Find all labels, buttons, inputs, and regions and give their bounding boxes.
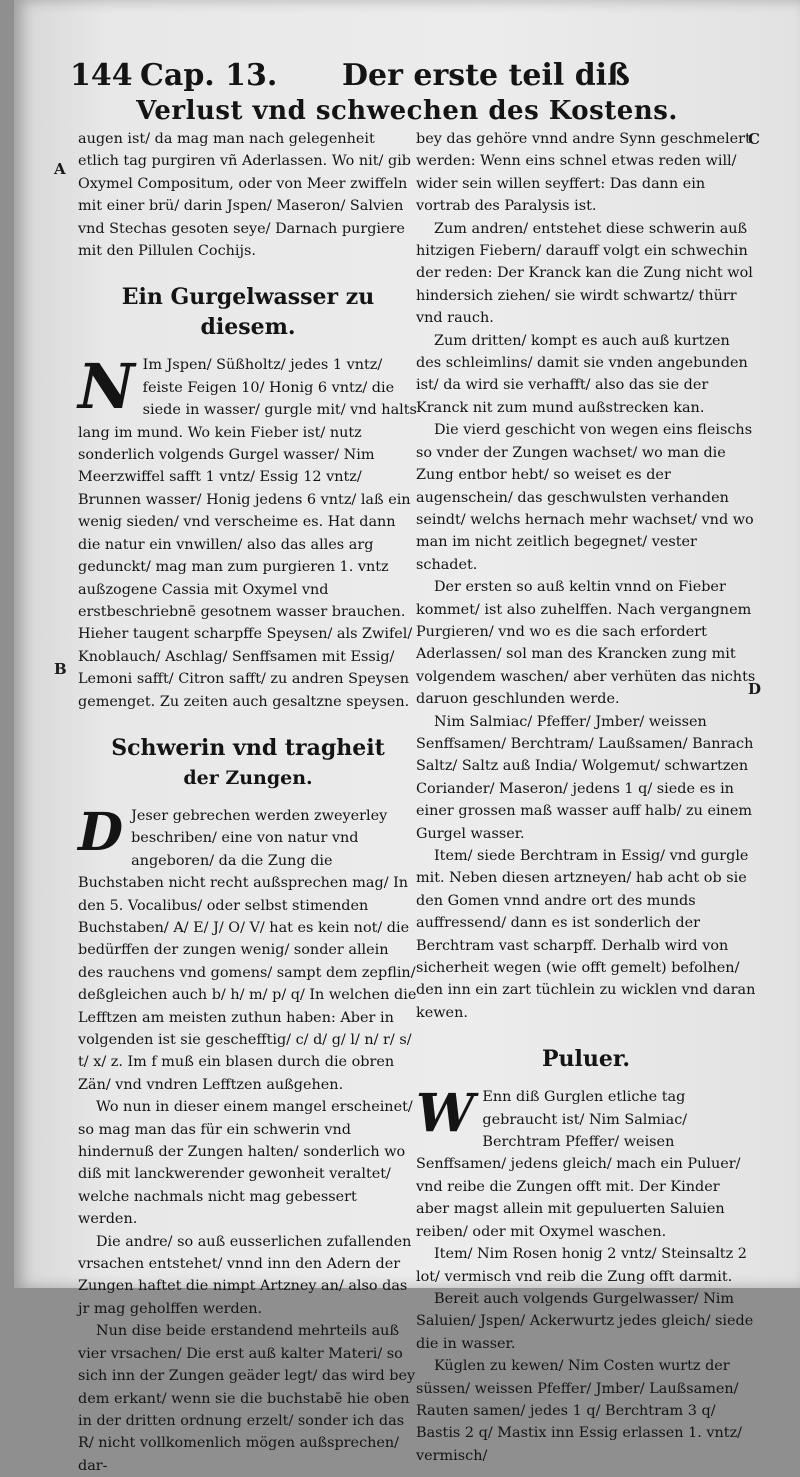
page-number: 144 bbox=[70, 58, 133, 93]
part-title: Der erste teil diß bbox=[342, 58, 630, 93]
running-head bbox=[70, 58, 750, 98]
schwerin-text: Jeser gebrechen werden zweyerley beschriben/ eine von natur vnd angeboren/ da die Zung die Buchstaben nicht recht außsprechen mag/ In den 5. Vocalibus/ oder selbst stimenden Buchstaben/ A/ E/ J/ O/ V/ hat es kein not/ die bedürffen der zungen wenig/ sonder allein des rauchens vnd gomens/ sampt dem zepflin/ deßgleichen auch b/ h/ m/ p/ q/ In welchen die Lefftzen am meisten zuthun haben: Aber in volgenden ist sie geschefftig/ c/ d/ g/ l/ n/ r/ s/ t/ x/ z. Im f muß ein blasen durch die obren Zän/ vnd vndren Lefftzen außgehen. bbox=[78, 807, 417, 1093]
right-paragraph-10: Küglen zu kewen/ Nim Costen wurtz der süssen/ weissen Pfeffer/ Jmber/ Laußsamen/ Rauten samen/ jedes 1 q/ Berchtram 3 q/ Bastis 2 q/ Mastix inn Essig erlassen 1. vntz/ vermisch/ bbox=[416, 1358, 743, 1464]
margin-marker-a: A bbox=[54, 160, 66, 178]
right-paragraph-6: Nim Salmiac/ Pfeffer/ Jmber/ weissen Senffsamen/ Berchtram/ Laußsamen/ Banrach Saltz/ Saltz auß India/ Wolgemut/ schwartzen Coriander/ Maseron/ jedens 1 q/ siede es in einer grossen maß wasser auff halb/ zu einem Gurgel wasser. bbox=[416, 713, 754, 842]
gurgelwasser-paragraph bbox=[78, 350, 418, 713]
left-paragraph-4: Nun dise beide erstandend mehrteils auß vier vrsachen/ Die erst auß kalter Materi/ so sich inn der Zungen geäder legt/ das wird bey dem erkant/ wenn sie die buchstabē hie oben in der dritten ordnung erzelt/ sonder ich das R/ nicht vollkomenlich mögen außsprechen/ dar- bbox=[78, 1323, 416, 1474]
left-paragraph-3: Die andre/ so auß eusserlichen zufallenden vrsachen entstehet/ vnnd inn den Adern der Zungen haftet die nimpt Artzney an/ also das jr mag geholffen werden. bbox=[78, 1233, 412, 1317]
right-paragraph-5: Der ersten so auß keltin vnnd on Fieber kommet/ ist also zuhelffen. Nach vergangnem Purgieren/ vnd wo es die sach erfordert Aderlassen/ sol man des Krancken zung mit volgendem waschen/ aber verhüten das nichts daruon geschlunden werde. bbox=[416, 579, 756, 708]
gurgelwasser-text: Im Jspen/ Süßholtz/ jedes 1 vntz/ feiste Feigen 10/ Honig 6 vntz/ die siede in wasser/ gurgle mit/ vnd halts lang im mund. Wo kein Fieber ist/ nutz sonderlich volgends Gurgel wasser/ Nim Meerzwiffel safft 1 vntz/ Essig 12 vntz/ Brunnen wasser/ Honig jedens 6 vntz/ laß ein wenig sieden/ vnd verscheime es. Hat dann die natur ein vnwillen/ also das alles arg gedunckt/ mag man zum purgieren 1. vntz außzogene Cassia mit Oxymel vnd erstbeschriebnē gesotnem wasser brauchen. Hieher taugent scharpffe Speysen/ als Zwifel/ Knoblauch/ Aschlag/ Senffsamen mit Essig/ Lemoni safft/ Citron safft/ zu andren Speysen gemenget. Zu zeiten auch gesaltzne speysen. bbox=[78, 357, 417, 710]
left-column bbox=[78, 128, 418, 1477]
schwerin-heading-line2: der Zungen. bbox=[183, 766, 313, 789]
left-intro-paragraph: augen ist/ da mag man nach gelegenheit etlich tag purgiren vñ Aderlassen. Wo nit/ gib Oxymel Compositum, oder von Meer zwiffeln mit einer brü/ darin Jspen/ Maseron/ Salvien vnd Stechas gesoten seye/ Darnach purgiere mit den Pillulen Cochijs. bbox=[78, 131, 411, 260]
margin-marker-b: B bbox=[54, 660, 67, 678]
section-heading-schwerin bbox=[78, 733, 418, 793]
right-paragraph-8: Item/ Nim Rosen honig 2 vntz/ Steinsaltz 2 lot/ vermisch vnd reib die Zung offt darmit. bbox=[416, 1246, 747, 1285]
chapter-title: Verlust vnd schwechen des Kostens. bbox=[136, 96, 678, 126]
puluer-text: Enn diß Gurglen etliche tag gebraucht ist/ Nim Salmiac/ Berchtram Pfeffer/ weisen Senffsamen/ jedens gleich/ mach ein Puluer/ vnd reibe die Zungen offt mit. Der Kinder aber magst allein mit gepuluerten Saluien reiben/ oder mit Oxymel waschen. bbox=[416, 1089, 741, 1240]
chapter-number: Cap. 13. bbox=[140, 58, 278, 93]
section-heading-gurgelwasser: Ein Gurgelwasser zu diesem. bbox=[121, 284, 375, 341]
schwerin-heading-line1: Schwerin vnd tragheit bbox=[111, 734, 385, 761]
right-column bbox=[416, 128, 756, 1467]
drop-cap-initial: D bbox=[78, 801, 124, 863]
right-paragraph-7: Item/ siede Berchtram in Essig/ vnd gurgle mit. Neben diesen artzneyen/ hab acht ob sie den Gomen vnnd andre ort des munds auffressend/ dann es ist sonderlich der Berchtram vast scharpff. Derhalb wird von sicherheit wegen (wie offt gemelt) befolhen/ den inn ein zart tüchlein zu wicklen vnd daran kewen. bbox=[416, 848, 756, 1021]
book-page bbox=[14, 0, 800, 1474]
section-heading-puluer: Puluer. bbox=[541, 1046, 631, 1073]
schwerin-paragraph bbox=[78, 801, 418, 1096]
right-paragraph-4: Die vierd geschicht von wegen eins fleischs so vnder der Zungen wachset/ wo man die Zung entbor hebt/ so weiset es der augenschein/ das geschwulsten verhanden seindt/ welchs hernach mehr wachset/ vnd wo man im nicht zeitlich begegnet/ vester schadet. bbox=[416, 422, 754, 573]
right-paragraph-9: Bereit auch volgends Gurgelwasser/ Nim Saluien/ Jspen/ Ackerwurtz jedes gleich/ siede die in wasser. bbox=[416, 1290, 754, 1352]
margin-marker-d: D bbox=[748, 680, 762, 698]
right-paragraph-1: bey das gehöre vnnd andre Synn geschmelert werden: Wenn eins schnel etwas reden will/ wider sein willen seyffert: Das dann ein vortrab des Paralysis ist. bbox=[416, 131, 751, 215]
left-paragraph-2: Wo nun in dieser einem mangel erscheinet/ so mag man das für ein schwerin vnd hindernuß der Zungen halten/ sonderlich wo diß mit lanckwerender gewonheit veraltet/ welche nachmals nicht mag gebessert werden. bbox=[78, 1099, 413, 1228]
puluer-paragraph bbox=[416, 1083, 756, 1243]
right-paragraph-2: Zum andren/ entstehet diese schwerin auß hitzigen Fiebern/ darauff volgt ein schwechin der reden: Der Kranck kan die Zung nicht wol hindersich ziehen/ sie wirdt schwartz/ thürr vnd rauch. bbox=[416, 220, 753, 327]
drop-cap-initial: N bbox=[78, 350, 135, 424]
drop-cap-initial: W bbox=[416, 1083, 475, 1145]
margin-marker-c: C bbox=[748, 130, 760, 148]
right-paragraph-3: Zum dritten/ kompt es auch auß kurtzen des schleimlins/ damit sie vnden angebunden ist/ da wird sie verhafft/ also das sie der Kranck nit zum mund außstrecken kan. bbox=[416, 332, 748, 416]
